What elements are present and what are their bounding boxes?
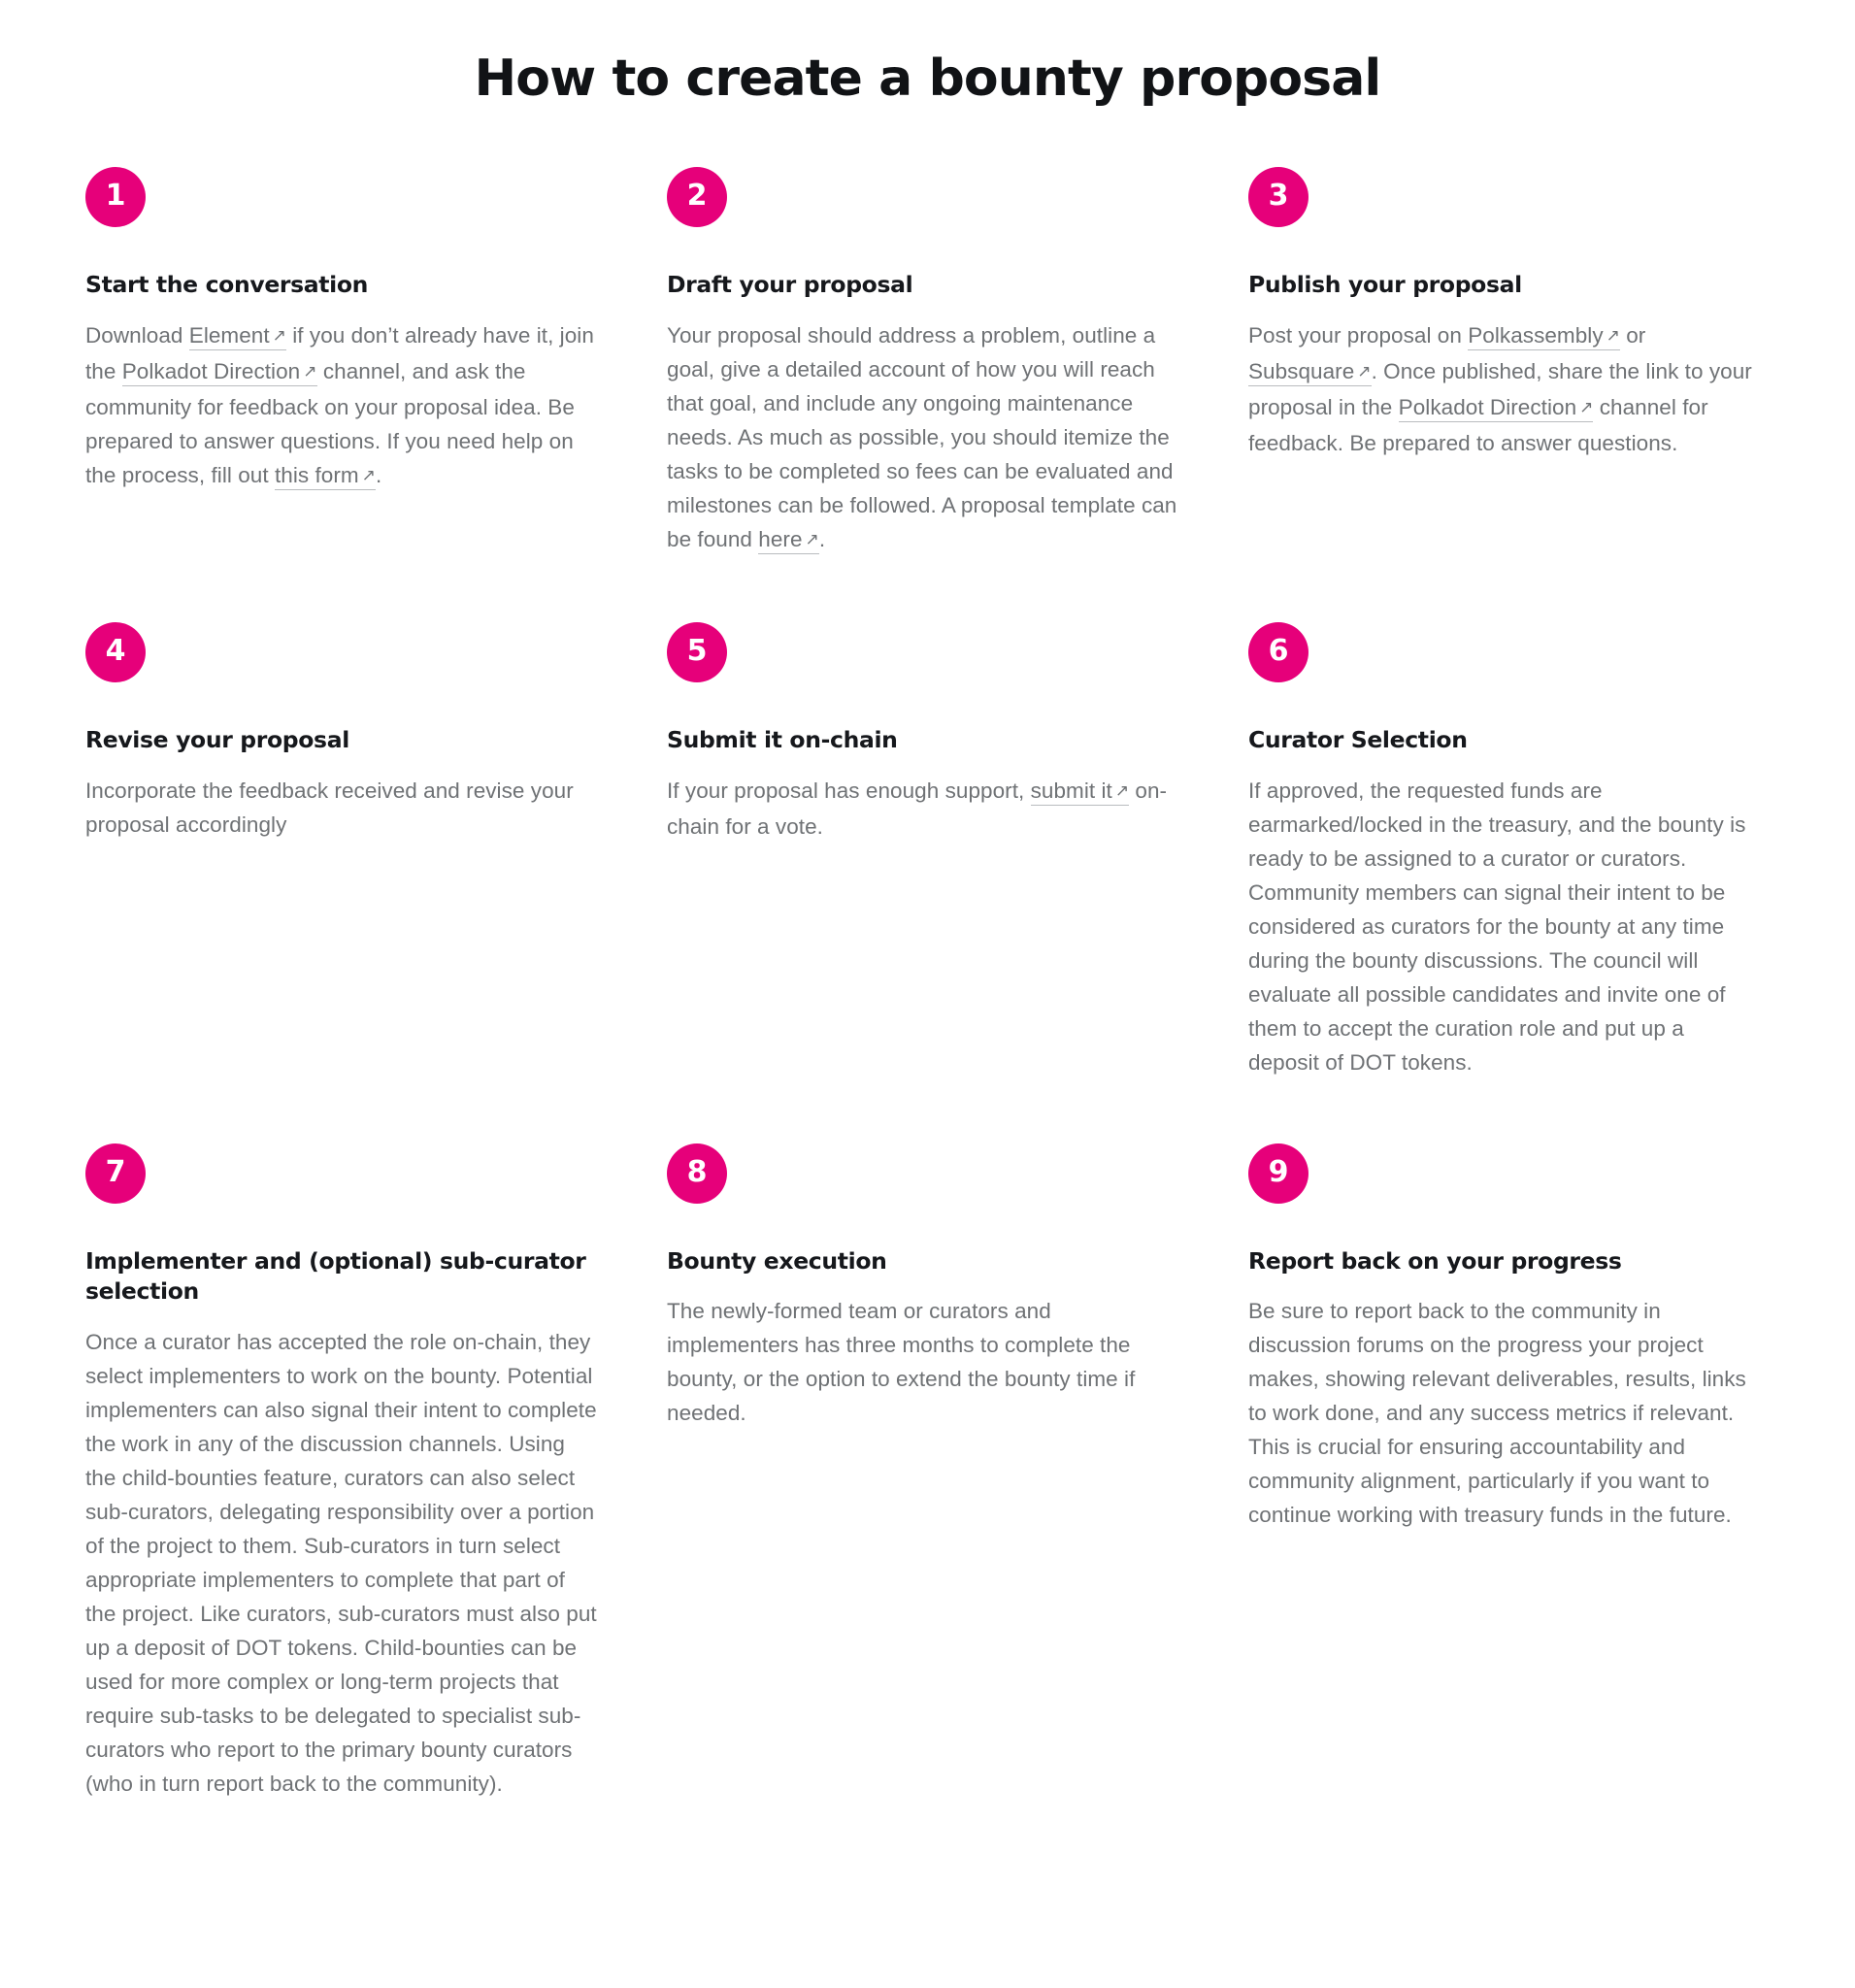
external-link-arrow-icon: ↗ (1606, 325, 1620, 345)
body-text-run: Post your proposal on (1248, 322, 1469, 348)
body-text-run: . (375, 462, 382, 487)
external-link-arrow-icon: ↗ (1357, 361, 1372, 381)
body-text-run: . (818, 526, 826, 551)
body-text-run: Download (85, 322, 189, 348)
steps-grid (85, 167, 1770, 1865)
step-body (1248, 318, 1760, 460)
step-card (667, 622, 1188, 908)
external-link-label: submit it (1030, 778, 1112, 803)
external-link[interactable] (189, 323, 286, 350)
body-text-run: Your proposal should address a problem, outline a goal, give a detailed account of how you will reach that goal, and include any ongoing maintenance needs. As much as possible, you should itemize the tasks to be completed so fees can be evaluated and milestones can be followed. A proposal template can be found (667, 322, 1177, 551)
step-heading: Report back on your progress (1248, 1246, 1622, 1275)
external-link-label: Polkassembly (1468, 322, 1604, 348)
external-link[interactable] (1248, 359, 1372, 386)
body-text-run: channel, and ask the community for feedback on your proposal idea. Be prepared to answer questions. If you need help on the process, fill out (85, 358, 575, 487)
external-link-arrow-icon: ↗ (272, 325, 286, 345)
step-number-badge: 4 (85, 622, 146, 682)
step-body (667, 774, 1178, 844)
external-link[interactable] (1468, 323, 1620, 350)
body-text-run: Once a curator has accepted the role on-chain, they select implementers to work on the bounty. Potential implementers can also signal their intent to complete the work in any of the discussion channels. Using the child-bounties feature, curators can also select sub-curators, delegating responsibility over a portion of the project to them. Sub-curators in turn select appropriate implementers to complete that part of the project. Like curators, sub-curators must also put up a deposit of DOT tokens. Child-bounties can be used for more complex or long-term projects that require sub-tasks to be delegated to specialist sub-curators who report to the primary bounty curators (who in turn report back to the community). (85, 1330, 597, 1797)
external-link[interactable] (758, 527, 819, 554)
step-body (1248, 774, 1760, 1079)
step-body (85, 774, 597, 842)
external-link[interactable] (1031, 779, 1130, 806)
step-heading: Bounty execution (667, 1246, 887, 1275)
external-link-label: Polkadot Direction (121, 358, 301, 383)
step-number-badge: 3 (1248, 167, 1308, 227)
external-link-label: here (758, 526, 803, 551)
external-link-label: this form (274, 462, 359, 487)
step-heading: Publish your proposal (1248, 271, 1522, 299)
body-text-run: or (1619, 322, 1646, 348)
step-body (85, 1325, 597, 1801)
body-text-run: on-chain for a vote. (667, 778, 1168, 839)
body-text-run: Be sure to report back to the community in discussion forums on the progress your project makes, showing relevant deliverables, results, links to work done, and any success metrics if relevant. This is crucial for ensuring accountability and community alignment, particularly if you want to continue working with treasury funds in the future. (1248, 1299, 1746, 1528)
body-text-run: if you don’t already have it, join the (85, 322, 594, 383)
step-body (1248, 1294, 1760, 1532)
external-link-arrow-icon: ↗ (1579, 397, 1594, 416)
body-text-run: channel for feedback. Be prepared to answer questions. (1248, 394, 1708, 455)
external-link-label: Element (188, 322, 270, 348)
body-text-run: If your proposal has enough support, (667, 778, 1031, 803)
step-card (85, 1143, 607, 1865)
external-link-arrow-icon: ↗ (805, 529, 819, 548)
step-number-badge: 2 (667, 167, 727, 227)
external-link-arrow-icon: ↗ (1114, 780, 1130, 800)
body-text-run: The newly-formed team or curators and implementers has three months to complete the bounty, or the option to extend the bounty time if needed. (667, 1299, 1136, 1426)
external-link-arrow-icon: ↗ (361, 465, 376, 484)
step-heading: Submit it on-chain (667, 725, 898, 753)
external-link-label: Polkadot Direction (1398, 394, 1577, 419)
step-heading: Curator Selection (1248, 725, 1468, 753)
external-link[interactable] (1399, 395, 1594, 422)
step-number-badge: 6 (1248, 622, 1308, 682)
step-card (667, 1143, 1188, 1495)
body-text-run: . Once published, share the link to your proposal in the (1248, 358, 1752, 419)
step-number-badge: 8 (667, 1143, 727, 1204)
step-body (667, 1294, 1178, 1430)
external-link[interactable] (122, 359, 317, 386)
body-text-run: If approved, the requested funds are earmarked/locked in the treasury, and the bounty is ready to be assigned to a curator or curators. Community members can signal their intent to be considered as curators for the bounty at any time during the bounty discussions. The council will evaluate all possible candidates and invite one of them to accept the curation role and put up a deposit of DOT tokens. (1248, 778, 1746, 1075)
step-card (1248, 622, 1770, 1143)
step-card (1248, 1143, 1770, 1597)
step-card (667, 167, 1188, 622)
step-heading: Draft your proposal (667, 271, 913, 299)
body-text-run: Incorporate the feedback received and revise your proposal accordingly (85, 778, 574, 837)
step-number-badge: 1 (85, 167, 146, 227)
external-link-label: Subsquare (1248, 358, 1355, 383)
page-title: How to create a bounty proposal (474, 50, 1381, 108)
step-number-badge: 5 (667, 622, 727, 682)
external-link-arrow-icon: ↗ (303, 361, 317, 381)
step-body (85, 318, 597, 494)
step-number-badge: 9 (1248, 1143, 1308, 1204)
step-number-badge: 7 (85, 1143, 146, 1204)
external-link[interactable] (275, 463, 376, 490)
step-card (85, 167, 607, 558)
step-card (85, 622, 607, 906)
step-card (1248, 167, 1770, 524)
step-heading: Revise your proposal (85, 725, 349, 753)
step-heading: Implementer and (optional) sub-curator selection (85, 1246, 586, 1306)
step-heading: Start the conversation (85, 271, 369, 299)
step-body (667, 318, 1178, 558)
